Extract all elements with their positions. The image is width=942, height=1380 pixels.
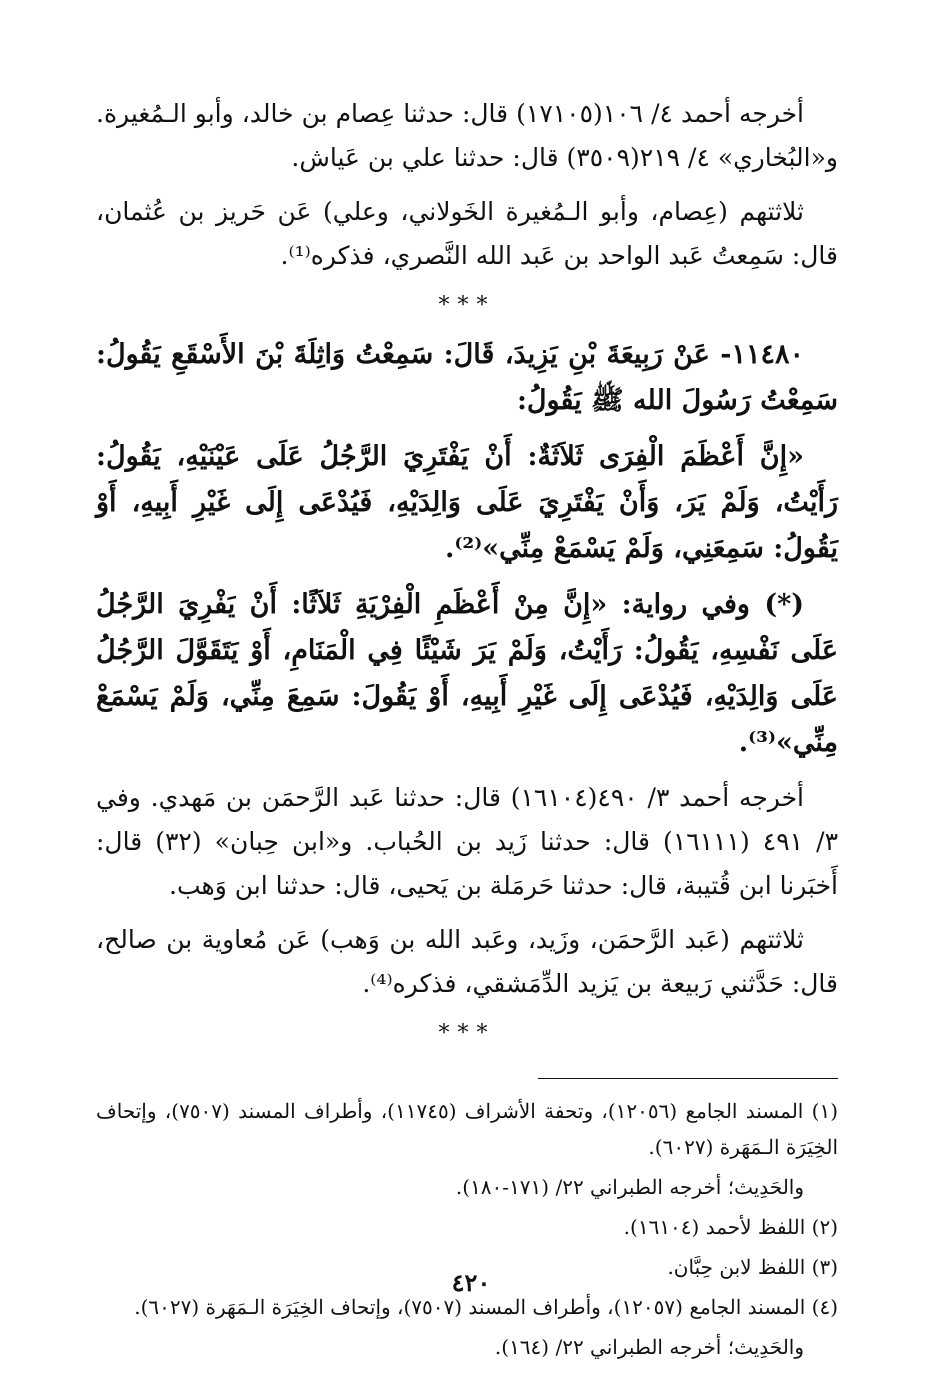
isnad-paragraph-2: ثلاثتهم (عَبد الرَّحمَن، وزَيد، وعَبد الله بن وَهب) عَن مُعاوية بن صالح، قال: حَدَّثني رَبيعة بن يَزيد الدِّمَشقي، فذكره⁽⁴⁾. <box>96 925 838 998</box>
footnotes <box>96 1093 838 1365</box>
footnote-2: (٢) اللفظ لأحمد (١٦١٠٤). <box>623 1215 838 1239</box>
footnote-4: (٤) المسند الجامع (١٢٠٥٧)، وأطراف المسند (٧٥٠٧)، وإتحاف الخِيَرَة الـمَهَرة (٦٠٢٧). <box>134 1295 838 1319</box>
main-text <box>96 92 838 1052</box>
footnote-divider <box>538 1078 838 1079</box>
hadith-text: «إِنَّ أَعْظَمَ الْفِرَى ثَلاَثَةٌ: أَنْ يَفْتَرِيَ الرَّجُلُ عَلَى عَيْنَيْهِ، يَقُولُ: رَأَيْتُ، وَلَمْ يَرَ، وَأَنْ يَفْتَرِيَ عَلَى وَالِدَيْهِ، فَيُدْعَى إِلَى غَيْرِ أَبِيهِ، أَوْ يَقُولُ: سَمِعَنِي، وَلَمْ يَسْمَعْ مِنِّي»⁽²⁾. <box>96 441 838 564</box>
footnote-3: (٣) اللفظ لابن حِبَّان. <box>667 1255 838 1279</box>
hadith-variant: (*) وفي رواية: «إِنَّ مِنْ أَعْظَمِ الْفِرْيَةِ ثَلاَثًا: أَنْ يَفْرِيَ الرَّجُلُ عَلَى نَفْسِهِ، يَقُولُ: رَأَيْتُ، وَلَمْ يَرَ شَيْئًا فِي الْمَنَامِ، أَوْ يَتَقَوَّلَ الرَّجُلُ عَلَى وَالِدَيْهِ، فَيُدْعَى إِلَى غَيْرِ أَبِيهِ، أَوْ يَقُولَ: سَمِعَ مِنِّي، وَلَمْ يَسْمَعْ مِنِّي»⁽³⁾. <box>96 589 838 758</box>
footnote-1-continuation: والحَدِيث؛ أخرجه الطبراني ٢٢/ (١٧١-١٨٠). <box>455 1175 804 1199</box>
section-separator: *** <box>438 293 496 318</box>
section-separator: *** <box>438 1021 496 1046</box>
footnote-4-continuation: والحَدِيث؛ أخرجه الطبراني ٢٢/ (١٦٤). <box>494 1335 804 1359</box>
hadith-heading: ١١٤٨٠- عَنْ رَبِيعَةَ بْنِ يَزِيدَ، قَالَ: سَمِعْتُ وَاثِلَةَ بْنَ الأَسْقَعِ يَقُولُ: سَمِعْتُ رَسُولَ الله ﷺ يَقُولُ: <box>96 339 838 416</box>
isnad-paragraph-1: ثلاثتهم (عِصام، وأبو الـمُغيرة الخَولاني، وعلي) عَن حَريز بن عُثمان، قال: سَمِعتُ عَبد الواحد بن عَبد الله النَّصري، فذكره⁽¹⁾. <box>96 197 838 270</box>
page-number: ٤٢٠ <box>451 1268 491 1297</box>
footnote-1: (١) المسند الجامع (١٢٠٥٦)، وتحفة الأشراف (١١٧٤٥)، وأطراف المسند (٧٥٠٧)، وإتحاف الخِيَرَة الـمَهَرة (٦٠٢٧). <box>96 1099 838 1159</box>
takhrij-paragraph-2: أخرجه أحمد ٣/ ٤٩٠(١٦١٠٤) قال: حدثنا عَبد الرَّحمَن بن مَهدي. وفي ٣/ ٤٩١ (١٦١١١) قال: حدثنا زَيد بن الحُباب. و«ابن حِبان» (٣٢) قال: أَخبَرنا ابن قُتيبة، قال: حدثنا حَرمَلة بن يَحيى، قال: حدثنا ابن وَهب. <box>96 783 839 900</box>
takhrij-paragraph-1: أخرجه أحمد ٤/ ١٠٦(١٧١٠٥) قال: حدثنا عِصام بن خالد، وأبو الـمُغيرة. و«البُخاري» ٤/ ٢١٩(٣٥٠٩) قال: حدثنا علي بن عَياش. <box>96 99 838 172</box>
